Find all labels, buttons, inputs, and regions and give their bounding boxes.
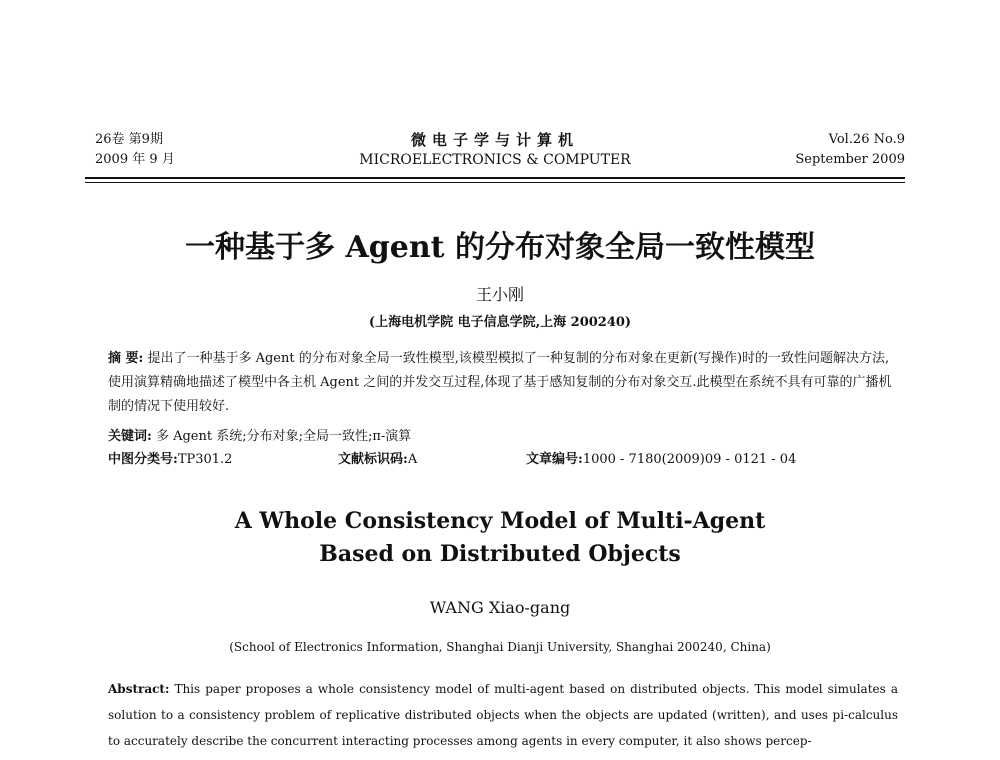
doc-code [338,450,417,470]
journal-name-cn: 微电子学与计算机 [410,131,579,149]
date-en: September 2009 [795,152,905,167]
author-en: WANG Xiao-gang [429,598,571,617]
journal-header [85,130,905,174]
paper-title-en-line2: Based on Distributed Objects [319,541,681,567]
article-label: 文章编号: [526,452,583,467]
header-rule-thick [85,177,905,179]
keywords-cn-label: 关键词: [108,429,152,444]
abstract-cn-text: 提出了一种基于多 Agent 的分布对象全局一致性模型,该模型模拟了一种复制的分布对象在更新(写操作)时的一致性问题解决方法,使用演算精确地描述了模型中各主机 Agent 之间的并发交互过程,体现了基于感知复制的分布对象交互.此模型在系统不具有可靠的广播机制的情况下使用较好. [108,351,892,414]
doc-value: A [407,452,418,467]
date-cn: 2009 年 9 月 [95,152,175,167]
abstract-en-label: Abstract: [108,682,170,696]
doc-label: 文献标识码: [338,452,408,467]
volume-issue-en: Vol.26 No.9 [828,132,905,147]
affiliation-en: (School of Electronics Information, Shanghai Dianji University, Shanghai 200240, China) [229,640,771,654]
clc-label: 中图分类号: [108,452,178,467]
author-cn: 王小刚 [475,285,524,304]
issue-info-en [795,130,905,170]
clc-number [108,450,232,470]
abstract-cn [108,347,898,419]
clc-value: TP301.2 [177,452,233,467]
abstract-cn-label: 摘 要: [108,351,144,366]
journal-name [85,130,905,170]
article-number [526,450,796,470]
paper-title-cn: 一种基于多 Agent 的分布对象全局一致性模型 [185,230,815,265]
paper-title-en-line1: A Whole Consistency Model of Multi-Agent [234,508,766,534]
keywords-cn-text: 多 Agent 系统;分布对象;全局一致性;π-演算 [155,429,412,444]
affiliation-cn: (上海电机学院 电子信息学院,上海 200240) [368,315,632,330]
article-value: 1000 - 7180(2009)09 - 0121 - 04 [582,452,797,467]
header-rule-thin [85,182,905,183]
paper-title-en [0,505,1000,571]
journal-name-en: MICROELECTRONICS & COMPUTER [359,152,631,168]
volume-issue-cn: 26卷 第9期 [95,132,163,147]
abstract-en-text: This paper proposes a whole consistency model of multi-agent based on distributed objects. This model simulates a solution to a consistency problem of replicative distributed objects when the objects are updated (written), and uses pi-calculus to accurately describe the concurrent interacting processes among agents in every computer, it also shows percep- [108,682,898,748]
keywords-cn [108,427,898,447]
abstract-en [108,676,898,754]
